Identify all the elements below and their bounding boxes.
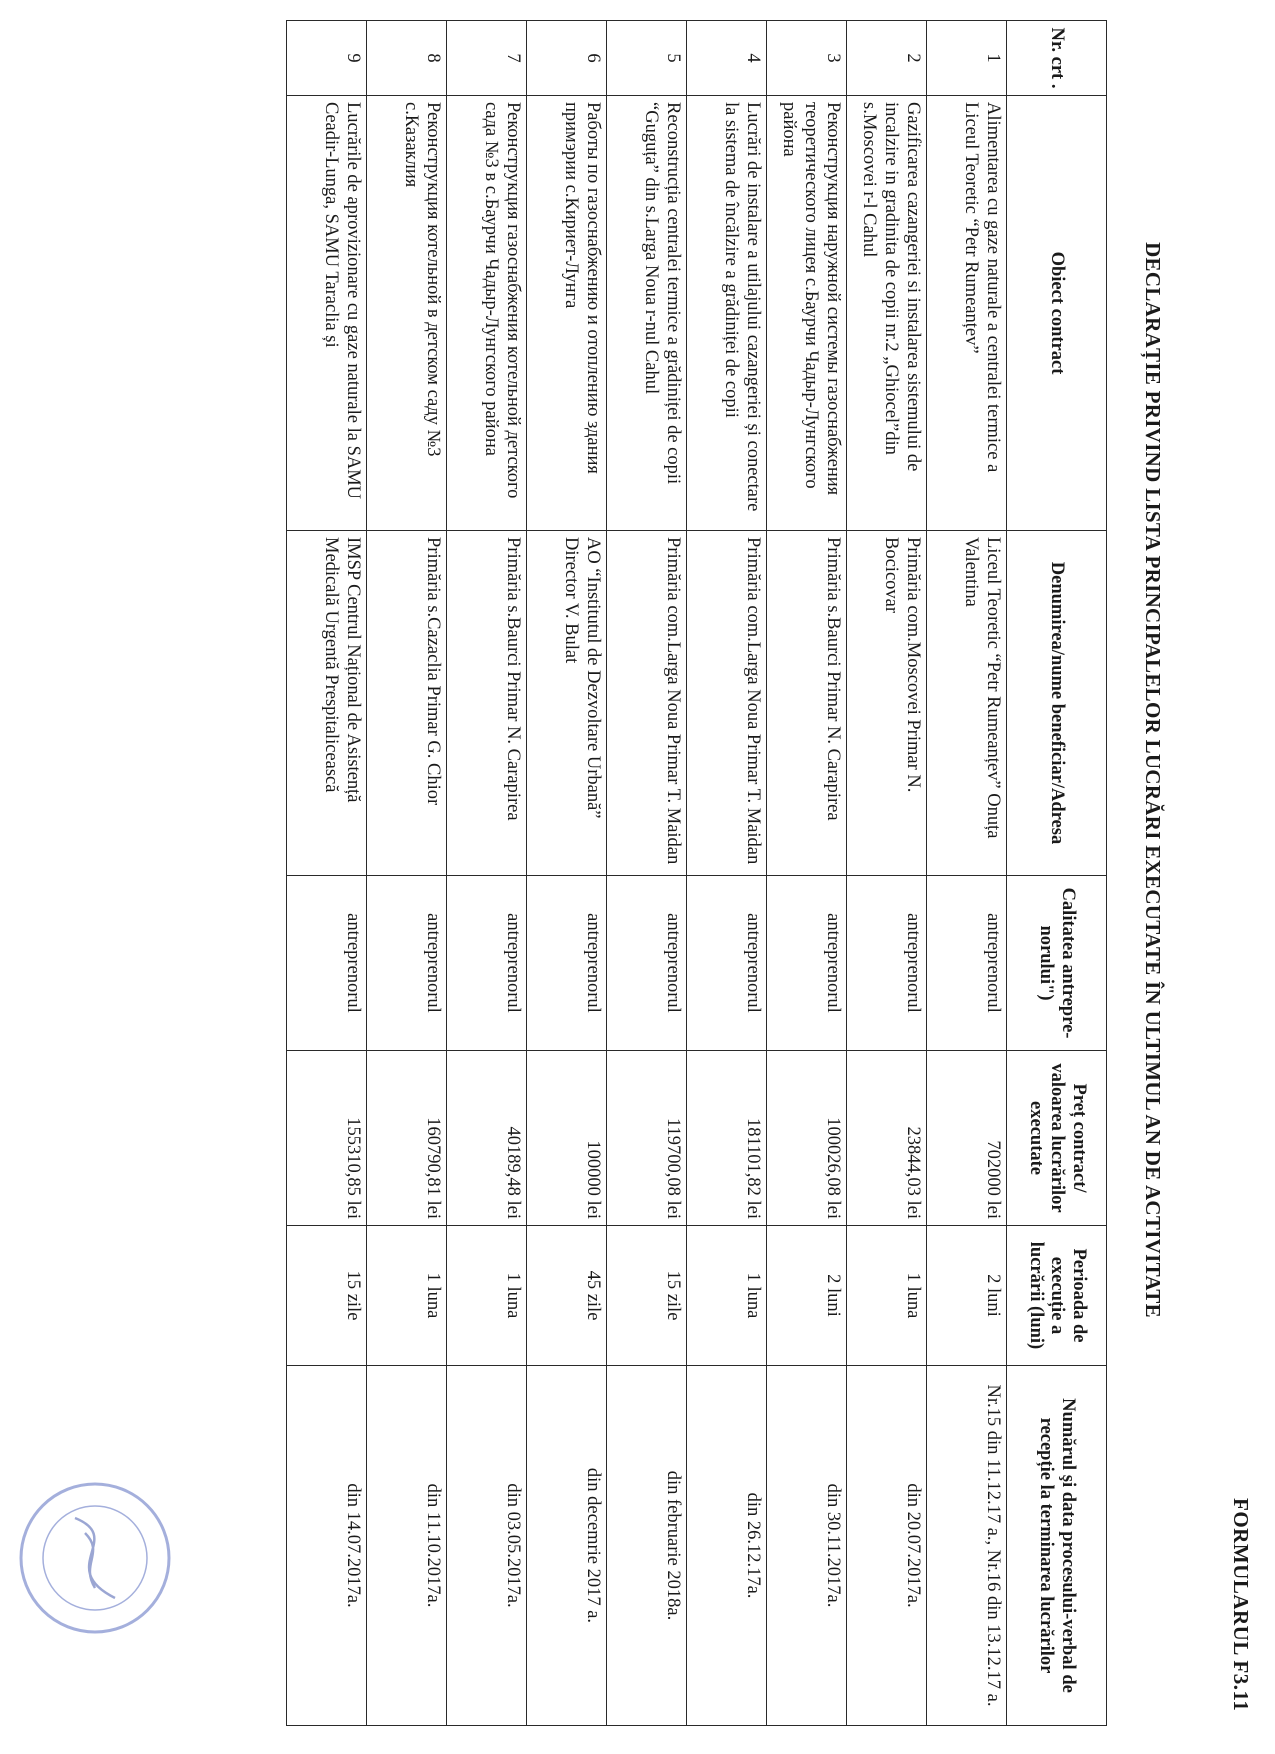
table-row: [367, 21, 447, 1726]
contractor-role: antreprenorul: [287, 876, 367, 1051]
contractor-role: antreprenorul: [447, 876, 527, 1051]
table-row: [767, 21, 847, 1726]
row-number: 9: [287, 21, 367, 96]
column-header: Numărul şi data procesului-verbal de recepție la terminarea lucrărilor: [1007, 1366, 1107, 1726]
reception-record: din 20.07.2017a.: [847, 1366, 927, 1726]
reception-record: din 26.12.17a.: [687, 1366, 767, 1726]
contract-object: Lucrările de aprovizionare cu gaze naturale la SAMU Ceadir-Lunga, SAMU Taraclia și: [287, 96, 367, 531]
contract-object: Gazificarea cazangeriei si instalarea sistemului de incalzire in gradinita de copii nr.2 „Ghiocel”din s.Moscovei r-l Cahul: [847, 96, 927, 531]
company-stamp-icon: [15, 1478, 175, 1638]
contract-object: Реконструкция котельной в детском саду №3 с.Казаклия: [367, 96, 447, 531]
contractor-role: antreprenorul: [607, 876, 687, 1051]
contract-object: Реконструкция наружной системы газоснабжения теоретического лицея с.Баурчи Чадыр-Лунгского района: [767, 96, 847, 531]
contractor-role: antreprenorul: [847, 876, 927, 1051]
form-code: FORMULARUL F3.11: [1229, 1498, 1253, 1712]
contract-object: Lucrări de instalare a utilajului cazangeriei și conectare la sistema de încălzire a grădiniței de copii: [687, 96, 767, 531]
table-row: [687, 21, 767, 1726]
reception-record: din 14.07.2017a.: [287, 1366, 367, 1726]
beneficiary: Primăria s.Baurci Primar N. Carapirea: [447, 531, 527, 876]
table-row: [927, 21, 1007, 1726]
row-number: 5: [607, 21, 687, 96]
execution-period: 2 luni: [927, 1226, 1007, 1366]
column-header: Nr. crt .: [1007, 21, 1107, 96]
reception-record: din februarie 2018a.: [607, 1366, 687, 1726]
reception-record: din 30.11.2017a.: [767, 1366, 847, 1726]
contract-object: Alimentarea cu gaze naturale a centralei termice a Liceul Teoretic “Petr Rumeanțev”: [927, 96, 1007, 531]
beneficiary: Primăria com.Larga Noua Primar T. Maidan: [607, 531, 687, 876]
row-number: 4: [687, 21, 767, 96]
column-header: Calitatea antrepre-norului"): [1007, 876, 1107, 1051]
column-header: Obiect contract: [1007, 96, 1107, 531]
row-number: 8: [367, 21, 447, 96]
reception-record: din decemrie 2017 a.: [527, 1366, 607, 1726]
contractor-role: antreprenorul: [527, 876, 607, 1051]
contract-price: 702000 lei: [927, 1051, 1007, 1226]
contract-price: 100000 lei: [527, 1051, 607, 1226]
execution-period: 1 luna: [847, 1226, 927, 1366]
table-row: [447, 21, 527, 1726]
works-table: [286, 20, 1107, 1726]
table-row: [847, 21, 927, 1726]
execution-period: 15 zile: [607, 1226, 687, 1366]
contract-price: 23844,03 lei: [847, 1051, 927, 1226]
beneficiary: Primăria s.Cazaclia Primar G. Chior: [367, 531, 447, 876]
column-header: Denumirea/nume beneficiar/Adresa: [1007, 531, 1107, 876]
execution-period: 1 luna: [367, 1226, 447, 1366]
row-number: 6: [527, 21, 607, 96]
document-title: DECLARAȚIE PRIVIND LISTA PRINCIPALELOR LUCRĂRI EXECUTATE ÎN ULTIMUL AN DE ACTIVITATE: [1141, 242, 1165, 1318]
contract-price: 155310,85 lei: [287, 1051, 367, 1226]
beneficiary: Primăria com.Larga Noua Primar T. Maidan: [687, 531, 767, 876]
contractor-role: antreprenorul: [367, 876, 447, 1051]
table-row: [607, 21, 687, 1726]
contract-object: Reconstrucția centralei termice a grădiniței de copii “Guguța” din s.Larga Noua r-nul Cahul: [607, 96, 687, 531]
table-row: [287, 21, 367, 1726]
execution-period: 1 luna: [687, 1226, 767, 1366]
beneficiary: IMSP Centrul Național de Asistență Medicală Urgentă Prespitalicească: [287, 531, 367, 876]
contract-price: 181101,82 lei: [687, 1051, 767, 1226]
row-number: 7: [447, 21, 527, 96]
reception-record: din 03.05.2017a.: [447, 1366, 527, 1726]
contract-price: 119700,08 lei: [607, 1051, 687, 1226]
execution-period: 1 luna: [447, 1226, 527, 1366]
column-header: Perioada de execuție a lucrării (luni): [1007, 1226, 1107, 1366]
beneficiary: Primăria s.Baurci Primar N. Carapirea: [767, 531, 847, 876]
column-header: Preț contract/ valoarea lucrărilor executate: [1007, 1051, 1107, 1226]
reception-record: din 11.10.2017a.: [367, 1366, 447, 1726]
execution-period: 45 zile: [527, 1226, 607, 1366]
row-number: 1: [927, 21, 1007, 96]
contract-price: 160790,81 lei: [367, 1051, 447, 1226]
table-header-row: [1007, 21, 1107, 1726]
contractor-role: antreprenorul: [767, 876, 847, 1051]
execution-period: 15 zile: [287, 1226, 367, 1366]
contract-object: Работы по газоснабжению и отоплению здания примэрии с.Кириет-Лунга: [527, 96, 607, 531]
execution-period: 2 luni: [767, 1226, 847, 1366]
contract-price: 100026,08 lei: [767, 1051, 847, 1226]
contractor-role: antreprenorul: [927, 876, 1007, 1051]
beneficiary: Primăria com.Moscovei Primar N. Bocicovar: [847, 531, 927, 876]
beneficiary: AO “Institutul de Dezvoltare Urbană” Director V. Bulat: [527, 531, 607, 876]
beneficiary: Liceul Teoretic “Petr Rumeanțev” Onuța Valentina: [927, 531, 1007, 876]
contract-object: Реконструкция газоснабжения котельной детского сада №3 в с.Баурчи Чадыр-Лунгского района: [447, 96, 527, 531]
contractor-role: antreprenorul: [687, 876, 767, 1051]
reception-record: Nr.15 din 11.12.17 a., Nr.16 din 13.12.17 a.: [927, 1366, 1007, 1726]
table-row: [527, 21, 607, 1726]
row-number: 3: [767, 21, 847, 96]
contract-price: 40189,48 lei: [447, 1051, 527, 1226]
row-number: 2: [847, 21, 927, 96]
